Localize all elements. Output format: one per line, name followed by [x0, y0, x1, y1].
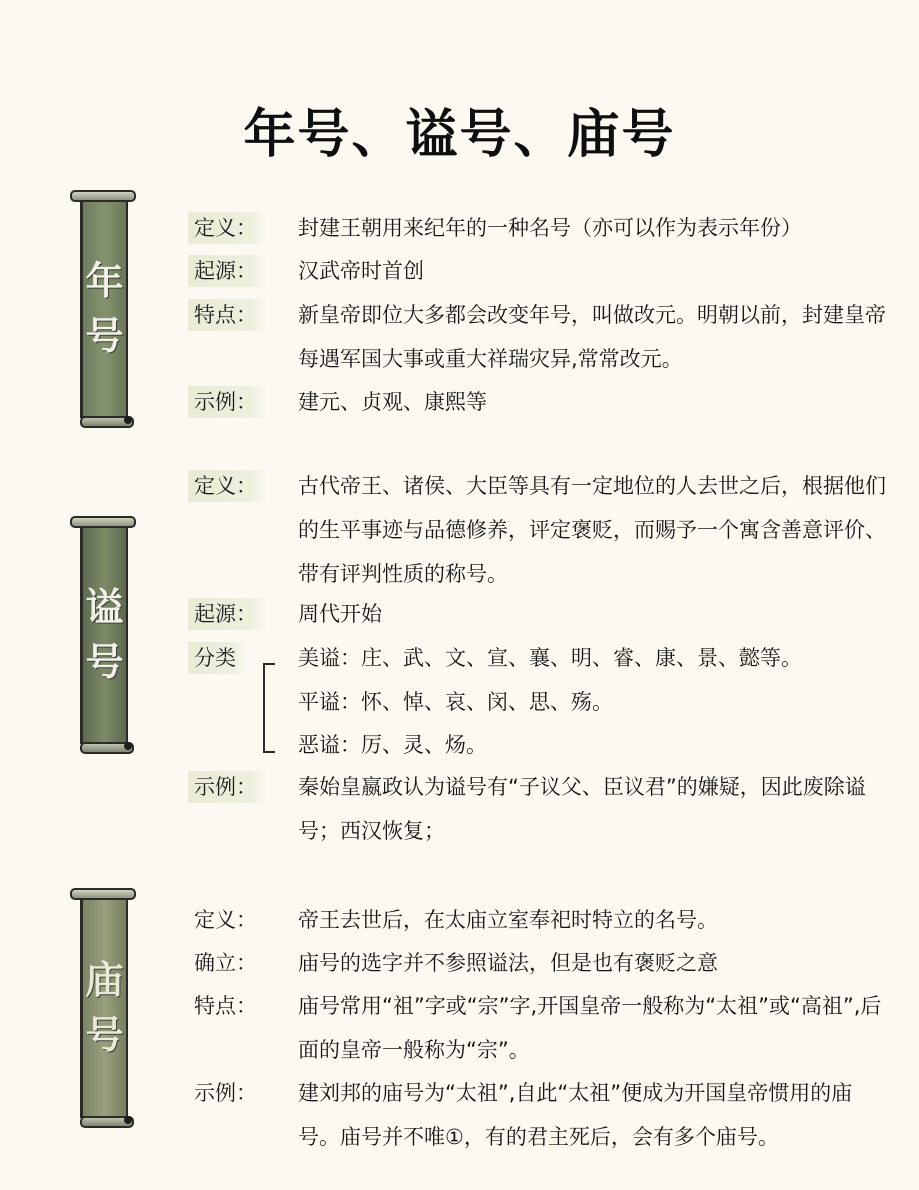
- miaohao-definition-text: 帝王去世后，在太庙立室奉祀时特立的名号。: [298, 908, 718, 932]
- shihao-origin-text: 周代开始: [298, 602, 382, 626]
- shihao-banner: [70, 516, 140, 754]
- miaohao-definition-label: 定义：: [194, 908, 257, 932]
- shihao-example-text: 秦始皇嬴政认为谥号有“子议父、臣议君”的嫌疑，因此废除谥号；西汉恢复；: [298, 775, 866, 843]
- nianhao-origin-label: 起源：: [188, 255, 267, 287]
- banner-char: 号: [85, 640, 124, 684]
- nianhao-example-text: 建元、贞观、康熙等: [298, 390, 487, 414]
- nianhao-feature-label: 特点：: [188, 299, 267, 331]
- scroll-bottom-rod: [80, 416, 134, 428]
- scroll-bottom-rod: [80, 742, 134, 754]
- shihao-category-mei: 美谥：庄、武、文、宣、襄、明、睿、康、景、懿等。: [298, 646, 802, 670]
- scroll-knob: [124, 416, 132, 424]
- miaohao-example-text: 建刘邦的庙号为“太祖”,自此“太祖”便成为开国皇帝惯用的庙号。庙号并不唯①，有的君主死后，会有多个庙号。: [298, 1081, 853, 1149]
- page-title: 年号、谥号、庙号: [243, 105, 676, 165]
- category-bracket: [263, 663, 275, 753]
- miaohao-feature-label: 特点：: [194, 994, 257, 1018]
- nianhao-example-label: 示例：: [188, 386, 267, 418]
- nianhao-banner: [70, 190, 140, 428]
- miaohao-establish-label: 确立：: [194, 951, 257, 975]
- scroll-body: [80, 898, 128, 1118]
- shihao-category-e: 恶谥：厉、灵、炀。: [298, 733, 487, 757]
- scroll-body: [80, 200, 128, 418]
- banner-char: 庙: [85, 957, 124, 1002]
- scroll-body: [80, 526, 128, 744]
- shihao-definition-text: 古代帝王、诸侯、大臣等具有一定地位的人去世之后，根据他们的生平事迹与品德修养，评定褒贬，而赐予一个寓含善意评价、带有评判性质的称号。: [298, 474, 886, 586]
- nianhao-definition-label: 定义：: [188, 212, 267, 244]
- shihao-category-ping: 平谥：怀、悼、哀、闵、思、殇。: [298, 690, 613, 714]
- miaohao-banner: [70, 888, 140, 1128]
- banner-char: 号: [85, 1013, 124, 1057]
- nianhao-definition-text: 封建王朝用来纪年的一种名号（亦可以作为表示年份）: [298, 216, 802, 240]
- banner-char: 谥: [85, 584, 124, 629]
- banner-char: 年: [85, 258, 124, 303]
- miaohao-establish-text: 庙号的选字并不参照谥法，但是也有褒贬之意: [298, 951, 718, 975]
- nianhao-origin-text: 汉武帝时首创: [298, 259, 424, 283]
- scroll-bottom-rod: [80, 1116, 134, 1128]
- scroll-knob: [124, 742, 132, 750]
- shihao-category-label: 分类: [188, 642, 246, 674]
- shihao-example-label: 示例：: [188, 771, 267, 803]
- miaohao-example-label: 示例：: [194, 1081, 257, 1105]
- scroll-knob: [124, 1116, 132, 1124]
- shihao-origin-label: 起源：: [188, 598, 267, 630]
- shihao-definition-label: 定义：: [188, 470, 267, 502]
- banner-char: 号: [85, 314, 124, 358]
- miaohao-feature-text: 庙号常用“祖”字或“宗”字,开国皇帝一般称为“太祖”或“高祖”,后面的皇帝一般称为“宗”。: [298, 994, 882, 1062]
- nianhao-feature-text: 新皇帝即位大多都会改变年号，叫做改元。明朝以前，封建皇帝每遇军国大事或重大祥瑞灾异,常常改元。: [298, 303, 886, 371]
